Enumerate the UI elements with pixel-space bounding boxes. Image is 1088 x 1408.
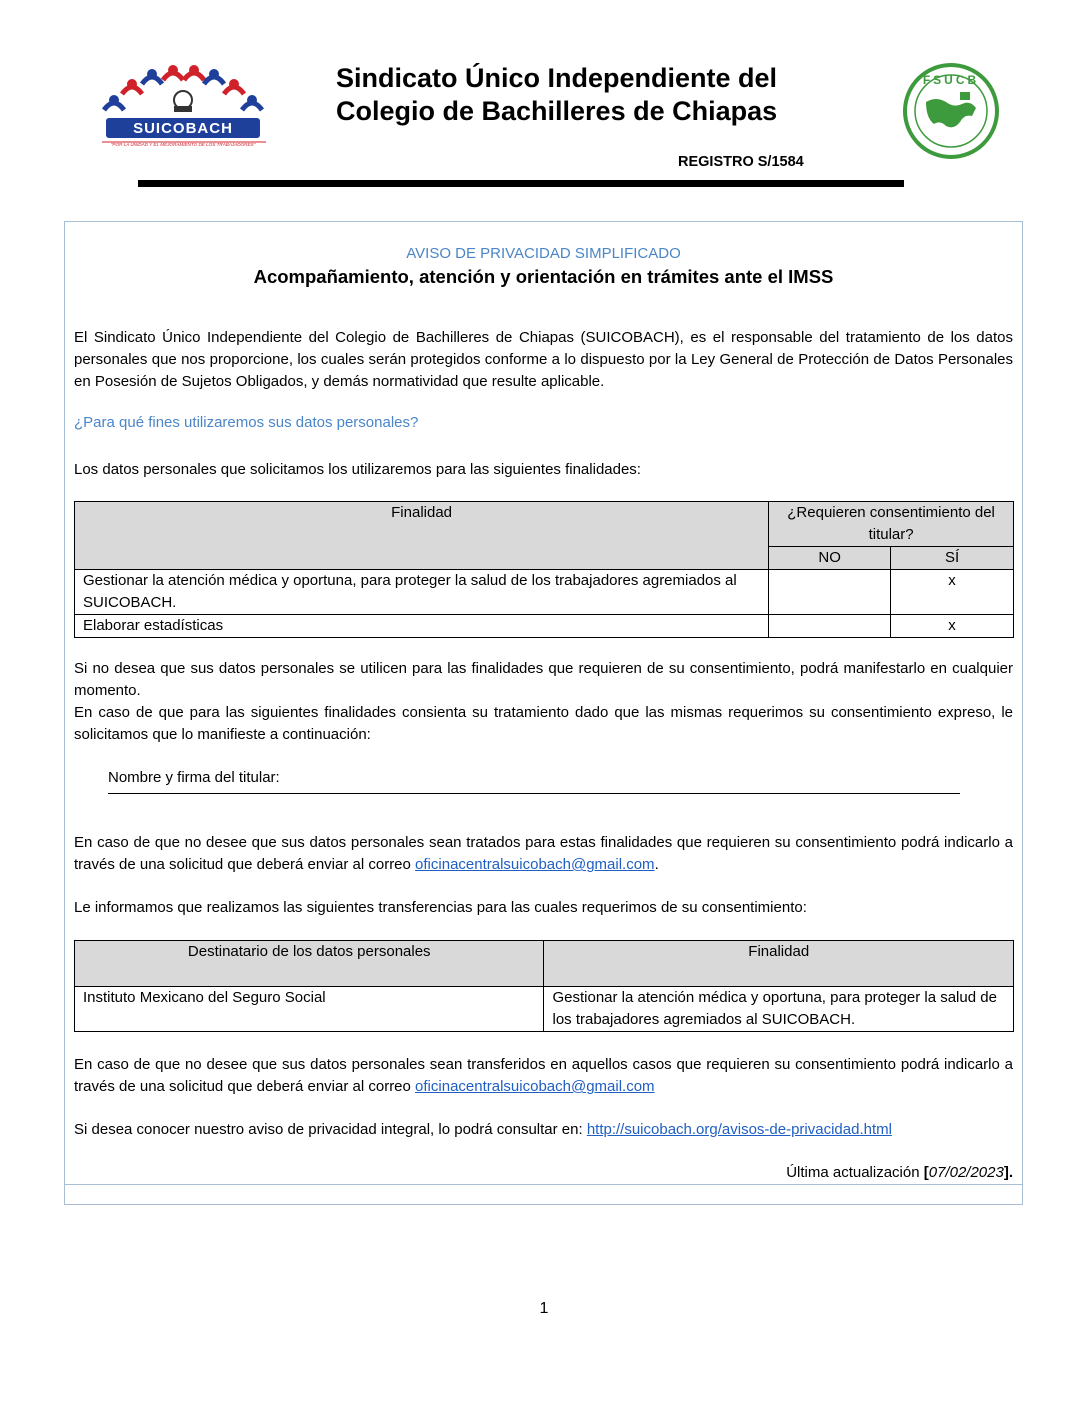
purposes-col-consent: ¿Requieren consentimiento del titular? — [769, 502, 1014, 547]
logo-left-motto: "POR LA UNIDAD Y EL MEJORAMIENTO DE LOS TRABAJADORES" — [110, 142, 256, 147]
email-link[interactable]: oficinacentralsuicobach@gmail.com — [415, 1078, 655, 1095]
no-consent-paragraph — [74, 658, 1013, 746]
transfers-table — [74, 940, 1014, 1032]
row-finalidad: Gestionar la atención médica y oportuna, para proteger la salud de los trabajadores agremiados al SUICOBACH. — [75, 570, 769, 615]
request-paragraph-1 — [74, 832, 1013, 876]
row-no — [769, 615, 891, 638]
request-text-1: En caso de que no desee que sus datos personales sean tratados para estas finalidades que requieren su consentimiento podrá indicarlo a través de una solicitud que deberá enviar al correo — [74, 834, 1013, 873]
integral-text: Si desea conocer nuestro aviso de privacidad integral, lo podrá consultar en: — [74, 1121, 587, 1138]
signature-label: Nombre y firma del titular: — [108, 769, 280, 786]
title-line-2: Colegio de Bachilleres de Chiapas — [336, 96, 778, 126]
logo-right-text: FSUCB — [922, 73, 980, 87]
purposes-col-no: NO — [769, 547, 891, 570]
row-si: x — [891, 615, 1014, 638]
no-consent-text-2: En caso de que para las siguientes finalidades consienta su tratamiento dado que las mismas requerimos su consentimiento expreso, le solicitamos que lo manifieste a continuación: — [74, 704, 1013, 743]
notice-title: Acompañamiento, atención y orientación en trámites ante el IMSS — [253, 266, 834, 287]
request-end-1: . — [654, 856, 659, 873]
request-paragraph-2 — [74, 1054, 1013, 1098]
updated-date: 07/02/2023 — [928, 1164, 1004, 1181]
signature-line[interactable] — [108, 792, 960, 794]
page-number: 1 — [539, 1300, 549, 1317]
row-finalidad: Gestionar la atención médica y oportuna, para proteger la salud de los trabajadores agremiados al SUICOBACH. — [544, 987, 1014, 1032]
purposes-col-finalidad: Finalidad — [75, 502, 769, 570]
request-text-2: En caso de que no desee que sus datos personales sean transferidos en aquellos casos que requieren su consentimiento podrá indicarlo a través de una solicitud que deberá enviar al correo — [74, 1056, 1013, 1095]
row-dest: Instituto Mexicano del Seguro Social — [75, 987, 544, 1032]
purposes-col-si: SÍ — [891, 547, 1014, 570]
transfers-col-dest: Destinatario de los datos personales — [75, 941, 544, 987]
row-no — [769, 570, 891, 615]
intro-paragraph: El Sindicato Único Independiente del Colegio de Bachilleres de Chiapas (SUICOBACH), es el responsable del tratamiento de los datos personales que nos proporcione, los cuales serán protegidos conforme a lo dispuesto por la Ley General de Protección de Datos Personales en Posesión de Sujetos Obligados, y demás normatividad que resulte aplicable. — [74, 329, 1013, 390]
transfers-intro: Le informamos que realizamos las siguientes transferencias para las cuales requerimos de su consentimiento: — [74, 899, 807, 916]
no-consent-text-1: Si no desea que sus datos personales se utilicen para las finalidades que requieren de su consentimiento, podrá manifestarlo en cualquier momento. — [74, 660, 1013, 699]
purposes-intro: Los datos personales que solicitamos los utilizaremos para las siguientes finalidades: — [74, 461, 641, 478]
updated-label: Última actualización — [786, 1164, 924, 1181]
row-finalidad: Elaborar estadísticas — [75, 615, 769, 638]
suicobach-logo — [96, 62, 270, 148]
integral-paragraph — [74, 1119, 1013, 1141]
table-row — [75, 570, 1014, 615]
purposes-table — [74, 501, 1014, 638]
table-row — [75, 615, 1014, 638]
fsucb-logo — [902, 62, 1000, 160]
document-title — [336, 62, 876, 128]
notice-frame-footer-line — [64, 1184, 1023, 1185]
logo-left-text: SUICOBACH — [133, 120, 233, 137]
registro-number: REGISTRO S/1584 — [678, 154, 804, 170]
integral-url-link[interactable]: http://suicobach.org/avisos-de-privacidad.html — [586, 1121, 892, 1138]
row-si: x — [891, 570, 1014, 615]
table-row — [75, 987, 1014, 1032]
transfers-col-finalidad: Finalidad — [544, 941, 1014, 987]
header-rule — [138, 180, 904, 187]
email-link[interactable]: oficinacentralsuicobach@gmail.com — [415, 856, 655, 873]
purposes-heading: ¿Para qué fines utilizaremos sus datos personales? — [74, 414, 419, 431]
title-line-1: Sindicato Único Independiente del — [336, 63, 778, 93]
notice-label: AVISO DE PRIVACIDAD SIMPLIFICADO — [406, 245, 681, 262]
last-updated: Última actualización [07/02/2023]. — [786, 1164, 1013, 1181]
